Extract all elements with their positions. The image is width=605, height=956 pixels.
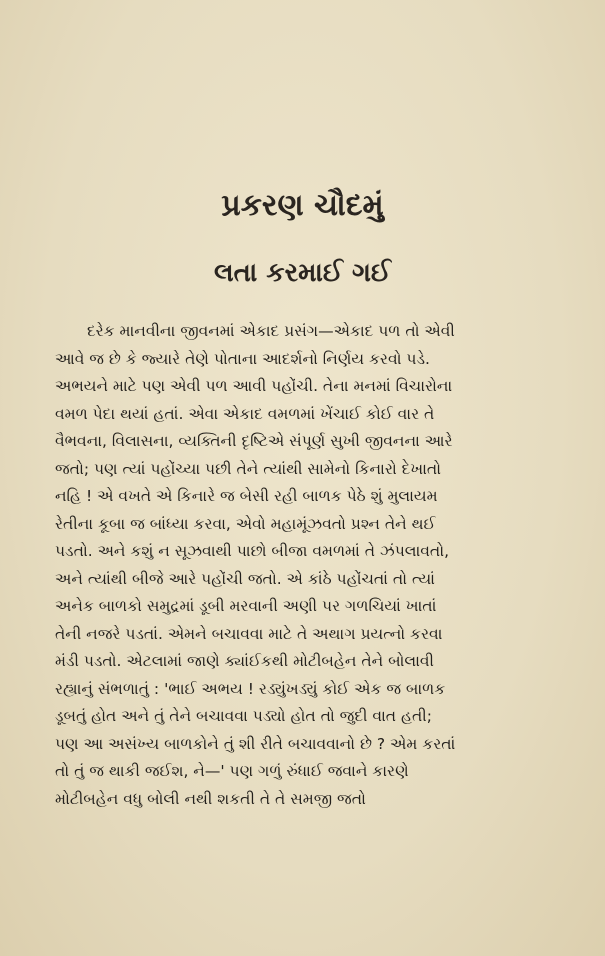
text-line: ડૂબતું હોત અને તું તેને બચાવવા પડ્યો હોત તો જુદી વાત હતી; — [55, 707, 432, 725]
text-line: વૈભવના, વિલાસના, વ્યક્તિની દૃષ્ટિએ સંપૂર્ણ સુખી જીવનના આરે — [55, 432, 453, 450]
text-line: મોટીબહેન વધુ બોલી નથી શકતી તે તે સમજી જતો — [55, 789, 366, 808]
text-line: પડતો. અને કશું ન સૂઝવાથી પાછો બીજા વમળમાં તે ઝંપલાવતો, — [55, 542, 450, 560]
text-line: જતો; પણ ત્યાં પહોંચ્યા પછી તેને ત્યાંથી સામેનો કિનારો દેખાતો — [55, 459, 442, 478]
chapter-title: પ્રકરણ ચૌદમું — [221, 188, 384, 223]
chapter-subtitle: લતા કરમાઈ ગઈ — [213, 258, 392, 288]
text-line: રહ્યાનું સંભળાતું : 'ભાઈ અભય ! રડ્યુંખડ્યું કોઈ એક જ બાળક — [55, 679, 446, 698]
text-line: નહિ ! એ વખતે એ કિનારે જ બેસી રહી બાળક પેઠે શું મુલાયમ — [55, 487, 438, 505]
body-paragraph — [55, 318, 555, 813]
text-line: આવે જ છે કે જ્યારે તેણે પોતાના આદર્શનો નિર્ણય કરવો પડે. — [55, 349, 430, 368]
text-line: દરેક માનવીના જીવનમાં એકાદ પ્રસંગ—એકાદ પળ તો એવી — [87, 322, 455, 340]
text-line: રેતીના કૂબા જ બાંધ્યા કરવા, એવો મહામૂંઝવતો પ્રશ્ન તેને થઈ — [55, 514, 436, 533]
text-line: તો તું જ થાકી જઈશ, ને—' પણ ગળું રુંધાઈ જવાને કારણે — [55, 762, 409, 780]
text-line: અને ત્યાંથી બીજે આરે પહોંચી જતો. એ કાંઠે પહોંચતાં તો ત્યાં — [55, 569, 435, 588]
text-line: અભયને માટે પણ એવી પળ આવી પહોંચી. તેના મનમાં વિચારોના — [55, 377, 453, 395]
text-line: તેની નજરે પડતાં. એમને બચાવવા માટે તે અથાગ પ્રયત્નો કરવા — [55, 624, 443, 643]
text-line: અનેક બાળકો સમુદ્રમાં ડૂબી મરવાની અણી પર ગળચિયાં ખાતાં — [55, 597, 437, 615]
text-line: વમળ પેદા થયાં હતાં. એવા એકાદ વમળમાં ખેંચાઈ કોઈ વાર તે — [55, 404, 435, 423]
text-line: પણ આ અસંખ્ય બાળકોને તું શી રીતે બચાવવાનો છે ? એમ કરતાં — [55, 734, 456, 753]
text-line: મંડી પડતો. એટલામાં જાણે ક્યાંઈકથી મોટીબહેન તેને બોલાવી — [55, 652, 434, 670]
